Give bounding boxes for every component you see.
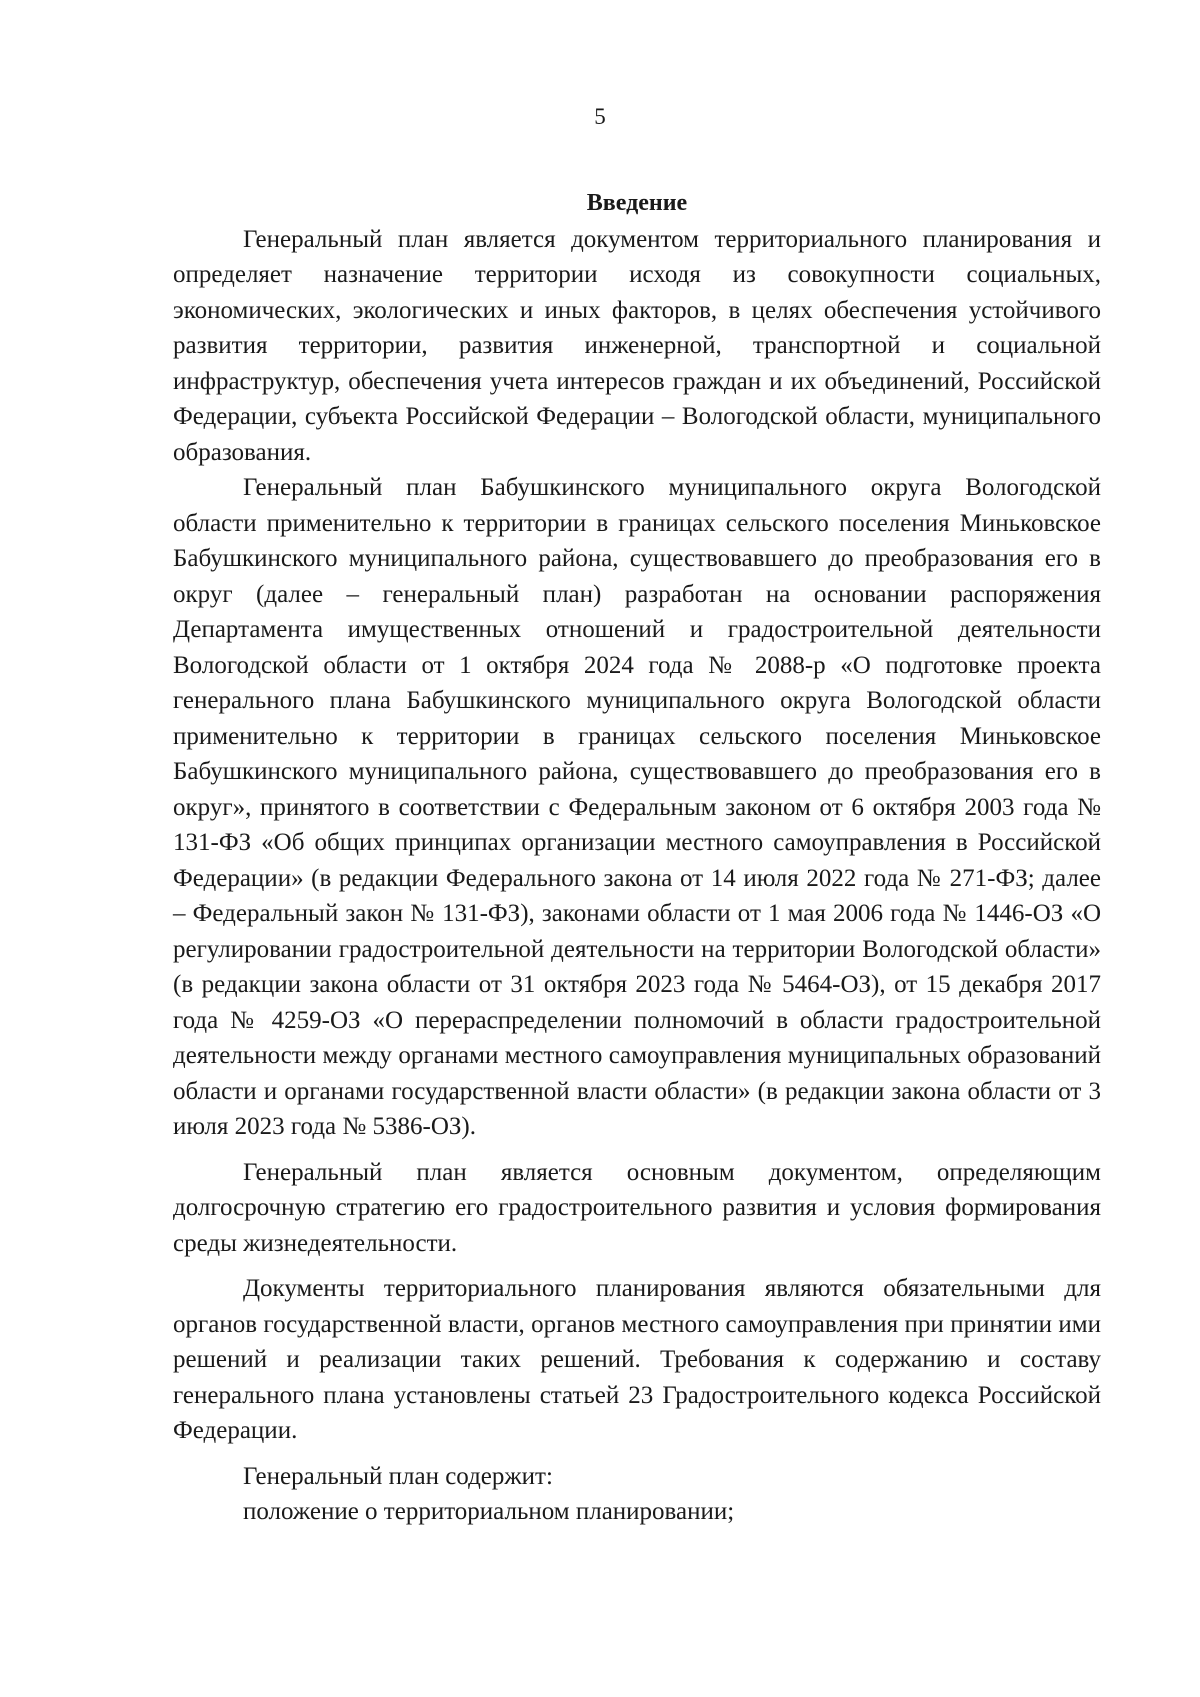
paragraph-obligations: Документы территориального планирования являются обязательными для органов государственной власти, органов местного самоуправления при принятии ими решений и реализации таких решений. Требования к содержанию и составу генерального плана установлены статьей 23 Градостроительного кодекса Российской Федерации. xyxy=(173,1275,1101,1444)
page-number: 5 xyxy=(594,104,606,129)
section-heading: Введение xyxy=(586,190,688,216)
document-body xyxy=(173,186,1101,1530)
paragraph-legal-basis: Генеральный план Бабушкинского муниципального округа Вологодской области применительно к территории в границах сельского поселения Миньковское Бабушкинского муниципального района, существовавшего до преобразования его в округ (далее – генеральный план) разработан на основании распоряжения Департамента имущественных отношений и градостроительной деятельности Вологодской области от 1 октября 2024 года № 2088-р «О подготовке проекта генерального плана Бабушкинского муниципального округа Вологодской области применительно к территории в границах сельского поселения Миньковское Бабушкинского муниципального района, существовавшего до преобразования его в округ», принятого в соответствии с Федеральным законом от 6 октября 2003 года № 131-ФЗ «Об общих принципах организации местного самоуправления в Российской Федерации» (в редакции Федерального закона от 14 июля 2022 года № 271-ФЗ; далее – Федеральный закон № 131-ФЗ), законами области от 1 мая 2006 года № 1446-ОЗ «О регулировании градостроительной деятельности на территории Вологодской области» (в редакции закона области от 31 октября 2023 года № 5464-ОЗ), от 15 декабря 2017 года № 4259-ОЗ «О перераспределении полномочий в области градостроительной деятельности между органами местного самоуправления муниципальных образований области и органами государственной власти области» (в редакции закона области от 3 июля 2023 года № 5386-ОЗ). xyxy=(173,474,1101,1140)
paragraph-intro: Генеральный план является документом территориального планирования и определяет назначение территории исходя из совокупности социальных, экономических, экологических и иных факторов, в целях обеспечения устойчивого развития территории, развития инженерной, транспортной и социальной инфраструктур, обеспечения учета интересов граждан и их объединений, Российской Федерации, субъекта Российской Федерации – Вологодской области, муниципального образования. xyxy=(173,225,1101,466)
paragraph-strategy: Генеральный план является основным документом, определяющим долгосрочную стратегию его градостроительного развития и условия формирования среды жизнедеятельности. xyxy=(173,1158,1101,1257)
paragraph-contents-lead: Генеральный план содержит: xyxy=(243,1462,553,1490)
list-item-position: положение о территориальном планировании; xyxy=(243,1498,735,1525)
